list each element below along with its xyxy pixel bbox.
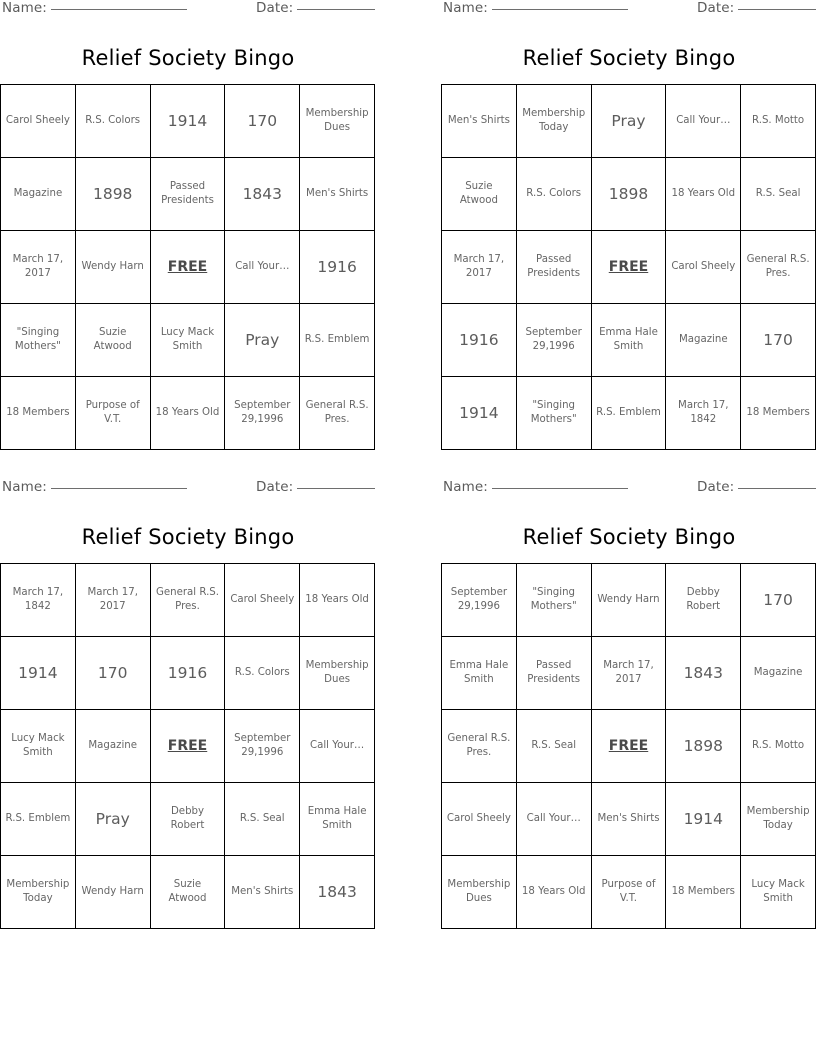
bingo-row: [1, 304, 375, 377]
name-date-header: [0, 0, 376, 22]
bingo-cell[interactable]: General R.S. Pres.: [300, 377, 375, 450]
bingo-cell[interactable]: March 17, 1842: [1, 564, 76, 637]
bingo-cell[interactable]: Call Your…: [666, 85, 741, 158]
card-title: Relief Society Bingo: [81, 46, 295, 70]
bingo-cell[interactable]: 18 Years Old: [666, 158, 741, 231]
bingo-cell[interactable]: 1916: [300, 231, 375, 304]
bingo-cell[interactable]: Wendy Harn: [75, 856, 150, 929]
bingo-cell[interactable]: Lucy Mack Smith: [741, 856, 816, 929]
date-label: Date:: [697, 0, 735, 16]
bingo-row: [442, 710, 816, 783]
date-label: Date:: [256, 0, 294, 16]
bingo-free-cell[interactable]: FREE: [150, 710, 225, 783]
name-input-line[interactable]: [51, 9, 187, 10]
bingo-cell[interactable]: Lucy Mack Smith: [1, 710, 76, 783]
bingo-row: [442, 304, 816, 377]
bingo-cell[interactable]: Carol Sheely: [442, 783, 517, 856]
bingo-row: [1, 158, 375, 231]
bingo-cell[interactable]: 1916: [150, 637, 225, 710]
bingo-row: [1, 564, 375, 637]
bingo-grid: [0, 84, 375, 450]
bingo-grid: [0, 563, 375, 929]
name-label: Name:: [443, 479, 488, 495]
bingo-card: [441, 479, 816, 929]
bingo-cell[interactable]: 1914: [666, 783, 741, 856]
bingo-row: [442, 856, 816, 929]
name-field-group: [443, 0, 628, 16]
bingo-cell[interactable]: 1843: [666, 637, 741, 710]
date-field-group: [256, 0, 375, 16]
bingo-cell[interactable]: Men's Shirts: [300, 158, 375, 231]
bingo-cell[interactable]: "Singing Mothers": [1, 304, 76, 377]
bingo-cell[interactable]: Purpose of V.T.: [75, 377, 150, 450]
bingo-cell[interactable]: R.S. Colors: [225, 637, 300, 710]
bingo-cell[interactable]: Purpose of V.T.: [591, 856, 666, 929]
date-input-line[interactable]: [297, 9, 375, 10]
bingo-cell[interactable]: "Singing Mothers": [516, 564, 591, 637]
bingo-cell[interactable]: 170: [75, 637, 150, 710]
name-field-group: [2, 0, 187, 16]
bingo-cell[interactable]: Passed Presidents: [516, 637, 591, 710]
bingo-cell[interactable]: March 17, 2017: [75, 564, 150, 637]
bingo-cell[interactable]: R.S. Seal: [516, 710, 591, 783]
bingo-row: [1, 377, 375, 450]
bingo-cell[interactable]: March 17, 2017: [442, 231, 517, 304]
bingo-cell[interactable]: General R.S. Pres.: [442, 710, 517, 783]
bingo-cell[interactable]: Men's Shirts: [591, 783, 666, 856]
card-title: Relief Society Bingo: [522, 525, 736, 549]
bingo-cell[interactable]: 18 Members: [1, 377, 76, 450]
bingo-cell[interactable]: 170: [741, 564, 816, 637]
bingo-cell[interactable]: Pray: [75, 783, 150, 856]
bingo-cell[interactable]: Suzie Atwood: [442, 158, 517, 231]
bingo-cell[interactable]: 18 Years Old: [300, 564, 375, 637]
bingo-row: [442, 377, 816, 450]
bingo-cell[interactable]: Magazine: [741, 637, 816, 710]
bingo-free-cell[interactable]: FREE: [591, 710, 666, 783]
bingo-cell[interactable]: Debby Robert: [150, 783, 225, 856]
bingo-row: [442, 158, 816, 231]
bingo-grid: [441, 563, 816, 929]
name-label: Name:: [2, 0, 47, 16]
date-input-line[interactable]: [738, 9, 816, 10]
bingo-cell[interactable]: 18 Years Old: [516, 856, 591, 929]
bingo-cell[interactable]: General R.S. Pres.: [741, 231, 816, 304]
date-field-group: [256, 479, 375, 495]
bingo-cell[interactable]: R.S. Emblem: [300, 304, 375, 377]
bingo-cell[interactable]: Debby Robert: [666, 564, 741, 637]
bingo-cell[interactable]: Passed Presidents: [516, 231, 591, 304]
bingo-cell[interactable]: Pray: [225, 304, 300, 377]
bingo-cell[interactable]: Membership Today: [1, 856, 76, 929]
bingo-cell[interactable]: 170: [225, 85, 300, 158]
bingo-cell[interactable]: 1843: [225, 158, 300, 231]
bingo-cell[interactable]: R.S. Colors: [516, 158, 591, 231]
bingo-cell[interactable]: 18 Years Old: [150, 377, 225, 450]
bingo-cell[interactable]: 18 Members: [741, 377, 816, 450]
bingo-cell[interactable]: R.S. Motto: [741, 85, 816, 158]
date-field-group: [697, 479, 816, 495]
bingo-cell[interactable]: Men's Shirts: [442, 85, 517, 158]
bingo-row: [1, 231, 375, 304]
bingo-cell[interactable]: 1898: [75, 158, 150, 231]
bingo-cell[interactable]: 1843: [300, 856, 375, 929]
bingo-cell[interactable]: Men's Shirts: [225, 856, 300, 929]
name-date-header: [0, 479, 376, 501]
bingo-cell[interactable]: Emma Hale Smith: [442, 637, 517, 710]
bingo-cell[interactable]: 1914: [442, 377, 517, 450]
name-label: Name:: [2, 479, 47, 495]
bingo-free-cell[interactable]: FREE: [591, 231, 666, 304]
date-label: Date:: [697, 479, 735, 495]
bingo-cell[interactable]: Call Your…: [300, 710, 375, 783]
name-date-header: [441, 479, 816, 501]
bingo-cell[interactable]: Carol Sheely: [1, 85, 76, 158]
card-title: Relief Society Bingo: [81, 525, 295, 549]
bingo-row: [1, 710, 375, 783]
bingo-cell[interactable]: March 17, 2017: [591, 637, 666, 710]
bingo-cell[interactable]: Magazine: [75, 710, 150, 783]
bingo-cell[interactable]: Call Your…: [516, 783, 591, 856]
name-field-group: [2, 479, 187, 495]
bingo-cell[interactable]: September 29,1996: [225, 377, 300, 450]
bingo-cell[interactable]: 170: [741, 304, 816, 377]
date-field-group: [697, 0, 816, 16]
bingo-cell[interactable]: 1898: [666, 710, 741, 783]
bingo-card: [441, 0, 816, 450]
bingo-cell[interactable]: Magazine: [1, 158, 76, 231]
bingo-cell[interactable]: Membership Today: [741, 783, 816, 856]
bingo-cell[interactable]: R.S. Seal: [225, 783, 300, 856]
name-input-line[interactable]: [51, 488, 187, 489]
card-title: Relief Society Bingo: [522, 46, 736, 70]
bingo-cell[interactable]: March 17, 2017: [1, 231, 76, 304]
bingo-cell[interactable]: Lucy Mack Smith: [150, 304, 225, 377]
bingo-cell[interactable]: 18 Members: [666, 856, 741, 929]
bingo-row: [1, 637, 375, 710]
bingo-row: [442, 85, 816, 158]
bingo-cell[interactable]: R.S. Motto: [741, 710, 816, 783]
bingo-free-cell[interactable]: FREE: [150, 231, 225, 304]
bingo-cell[interactable]: R.S. Colors: [75, 85, 150, 158]
bingo-cell[interactable]: Carol Sheely: [666, 231, 741, 304]
name-date-header: [441, 0, 816, 22]
bingo-cell[interactable]: September 29,1996: [442, 564, 517, 637]
bingo-cell[interactable]: Call Your…: [225, 231, 300, 304]
date-input-line[interactable]: [297, 488, 375, 489]
bingo-cell[interactable]: Suzie Atwood: [150, 856, 225, 929]
bingo-cell[interactable]: Wendy Harn: [591, 564, 666, 637]
bingo-cell[interactable]: Membership Dues: [300, 637, 375, 710]
bingo-card: [0, 479, 376, 929]
bingo-cell[interactable]: R.S. Emblem: [1, 783, 76, 856]
bingo-cell[interactable]: 1898: [591, 158, 666, 231]
bingo-row: [442, 637, 816, 710]
name-input-line[interactable]: [492, 488, 628, 489]
bingo-row: [1, 85, 375, 158]
date-label: Date:: [256, 479, 294, 495]
bingo-cell[interactable]: Membership Dues: [300, 85, 375, 158]
bingo-row: [1, 783, 375, 856]
name-input-line[interactable]: [492, 9, 628, 10]
bingo-cell[interactable]: R.S. Seal: [741, 158, 816, 231]
bingo-cell[interactable]: Passed Presidents: [150, 158, 225, 231]
bingo-card: [0, 0, 376, 450]
bingo-cell[interactable]: Suzie Atwood: [75, 304, 150, 377]
bingo-cell[interactable]: 1914: [1, 637, 76, 710]
bingo-cell[interactable]: Emma Hale Smith: [300, 783, 375, 856]
bingo-cell[interactable]: Magazine: [666, 304, 741, 377]
bingo-cell[interactable]: Wendy Harn: [75, 231, 150, 304]
bingo-cell[interactable]: Pray: [591, 85, 666, 158]
bingo-cell[interactable]: September 29,1996: [516, 304, 591, 377]
bingo-cell[interactable]: "Singing Mothers": [516, 377, 591, 450]
bingo-grid: [441, 84, 816, 450]
bingo-cell[interactable]: Emma Hale Smith: [591, 304, 666, 377]
bingo-cell[interactable]: R.S. Emblem: [591, 377, 666, 450]
bingo-cell[interactable]: General R.S. Pres.: [150, 564, 225, 637]
bingo-row: [442, 564, 816, 637]
name-field-group: [443, 479, 628, 495]
bingo-cell[interactable]: September 29,1996: [225, 710, 300, 783]
bingo-cell[interactable]: 1916: [442, 304, 517, 377]
bingo-cell[interactable]: 1914: [150, 85, 225, 158]
bingo-cell[interactable]: Carol Sheely: [225, 564, 300, 637]
bingo-row: [1, 856, 375, 929]
name-label: Name:: [443, 0, 488, 16]
date-input-line[interactable]: [738, 488, 816, 489]
bingo-cell[interactable]: Membership Dues: [442, 856, 517, 929]
bingo-cell[interactable]: Membership Today: [516, 85, 591, 158]
bingo-row: [442, 231, 816, 304]
bingo-row: [442, 783, 816, 856]
bingo-cell[interactable]: March 17, 1842: [666, 377, 741, 450]
